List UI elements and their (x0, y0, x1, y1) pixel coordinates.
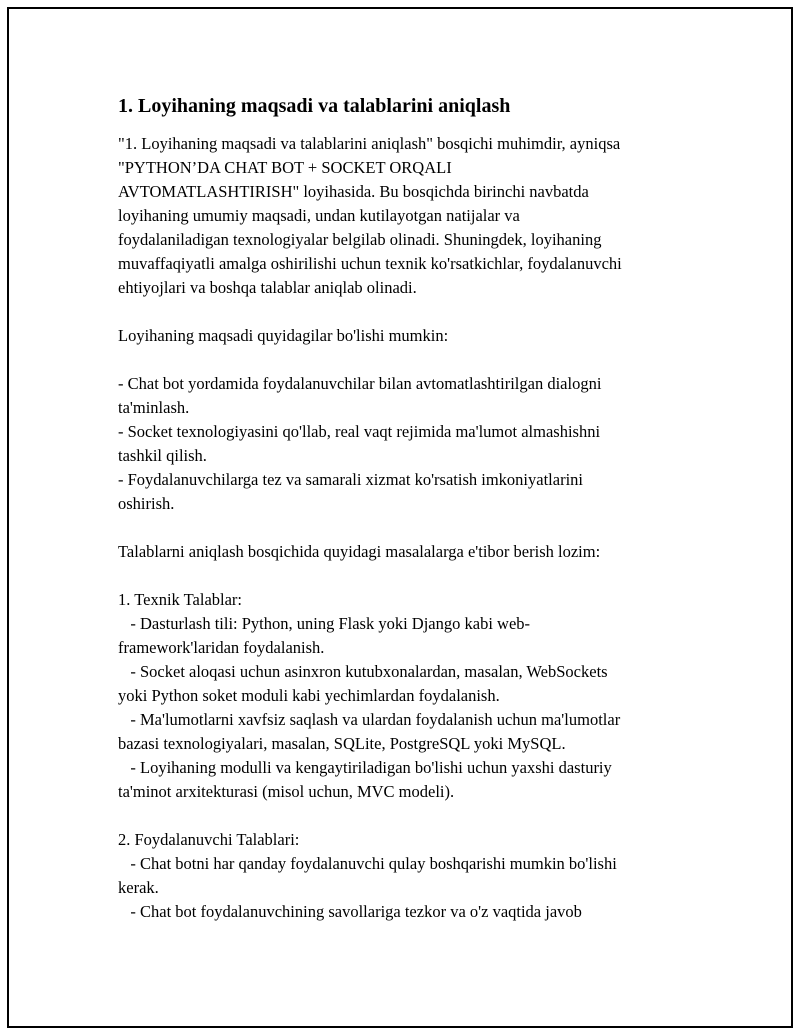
text-line: ta'minlash. (118, 398, 190, 417)
document-body (118, 94, 688, 924)
text-line: yoki Python soket moduli kabi yechimlardan foydalanish. (118, 686, 500, 705)
text-line: - Socket aloqasi uchun asinxron kutubxonalardan, masalan, WebSockets (118, 662, 608, 681)
text-line: oshirish. (118, 494, 175, 513)
text-line: loyihaning umumiy maqsadi, undan kutilayotgan natijalar va (118, 206, 520, 225)
blank-line (118, 516, 688, 540)
blank-line (118, 300, 688, 324)
text-line: ehtiyojlari va boshqa talablar aniqlab olinadi. (118, 278, 417, 297)
blank-line (118, 348, 688, 372)
text-line: ta'minot arxitekturasi (misol uchun, MVC modeli). (118, 782, 455, 801)
text-line: - Dasturlash tili: Python, uning Flask yoki Django kabi web- (118, 614, 531, 633)
text-line: tashkil qilish. (118, 446, 207, 465)
text-line: - Chat bot foydalanuvchining savollariga tezkor va o'z vaqtida javob (118, 902, 582, 921)
text-line: - Foydalanuvchilarga tez va samarali xizmat ko'rsatish imkoniyatlarini (118, 470, 583, 489)
text-line: kerak. (118, 878, 159, 897)
text-line: framework'laridan foydalanish. (118, 638, 325, 657)
text-line: Loyihaning maqsadi quyidagilar bo'lishi mumkin: (118, 326, 449, 345)
body-text (118, 132, 688, 924)
text-line: - Loyihaning modulli va kengaytiriladigan bo'lishi uchun yaxshi dasturiy (118, 758, 612, 777)
text-line: "PYTHON’DA CHAT BOT + SOCKET ORQALI (118, 158, 452, 177)
text-line: muvaffaqiyatli amalga oshirilishi uchun texnik ko'rsatkichlar, foydalanuvchi (118, 254, 622, 273)
text-line: Talablarni aniqlash bosqichida quyidagi masalalarga e'tibor berish lozim: (118, 542, 601, 561)
text-line: "1. Loyihaning maqsadi va talablarini aniqlash" bosqichi muhimdir, ayniqsa (118, 134, 621, 153)
text-line: 1. Texnik Talablar: (118, 590, 243, 609)
text-line: bazasi texnologiyalari, masalan, SQLite, PostgreSQL yoki MySQL. (118, 734, 566, 753)
text-line: - Ma'lumotlarni xavfsiz saqlash va ulardan foydalanish uchun ma'lumotlar (118, 710, 621, 729)
text-line: 2. Foydalanuvchi Talablari: (118, 830, 300, 849)
text-line: - Chat botni har qanday foydalanuvchi qulay boshqarishi mumkin bo'lishi (118, 854, 617, 873)
blank-line (118, 804, 688, 828)
text-line: - Socket texnologiyasini qo'llab, real vaqt rejimida ma'lumot almashishni (118, 422, 601, 441)
text-line: AVTOMATLASHTIRISH" loyihasida. Bu bosqichda birinchi navbatda (118, 182, 589, 201)
text-line: - Chat bot yordamida foydalanuvchilar bilan avtomatlashtirilgan dialogni (118, 374, 602, 393)
text-line: foydalaniladigan texnologiyalar belgilab olinadi. Shuningdek, loyihaning (118, 230, 602, 249)
blank-line (118, 564, 688, 588)
section-heading: 1. Loyihaning maqsadi va talablarini aniqlash (118, 95, 511, 117)
